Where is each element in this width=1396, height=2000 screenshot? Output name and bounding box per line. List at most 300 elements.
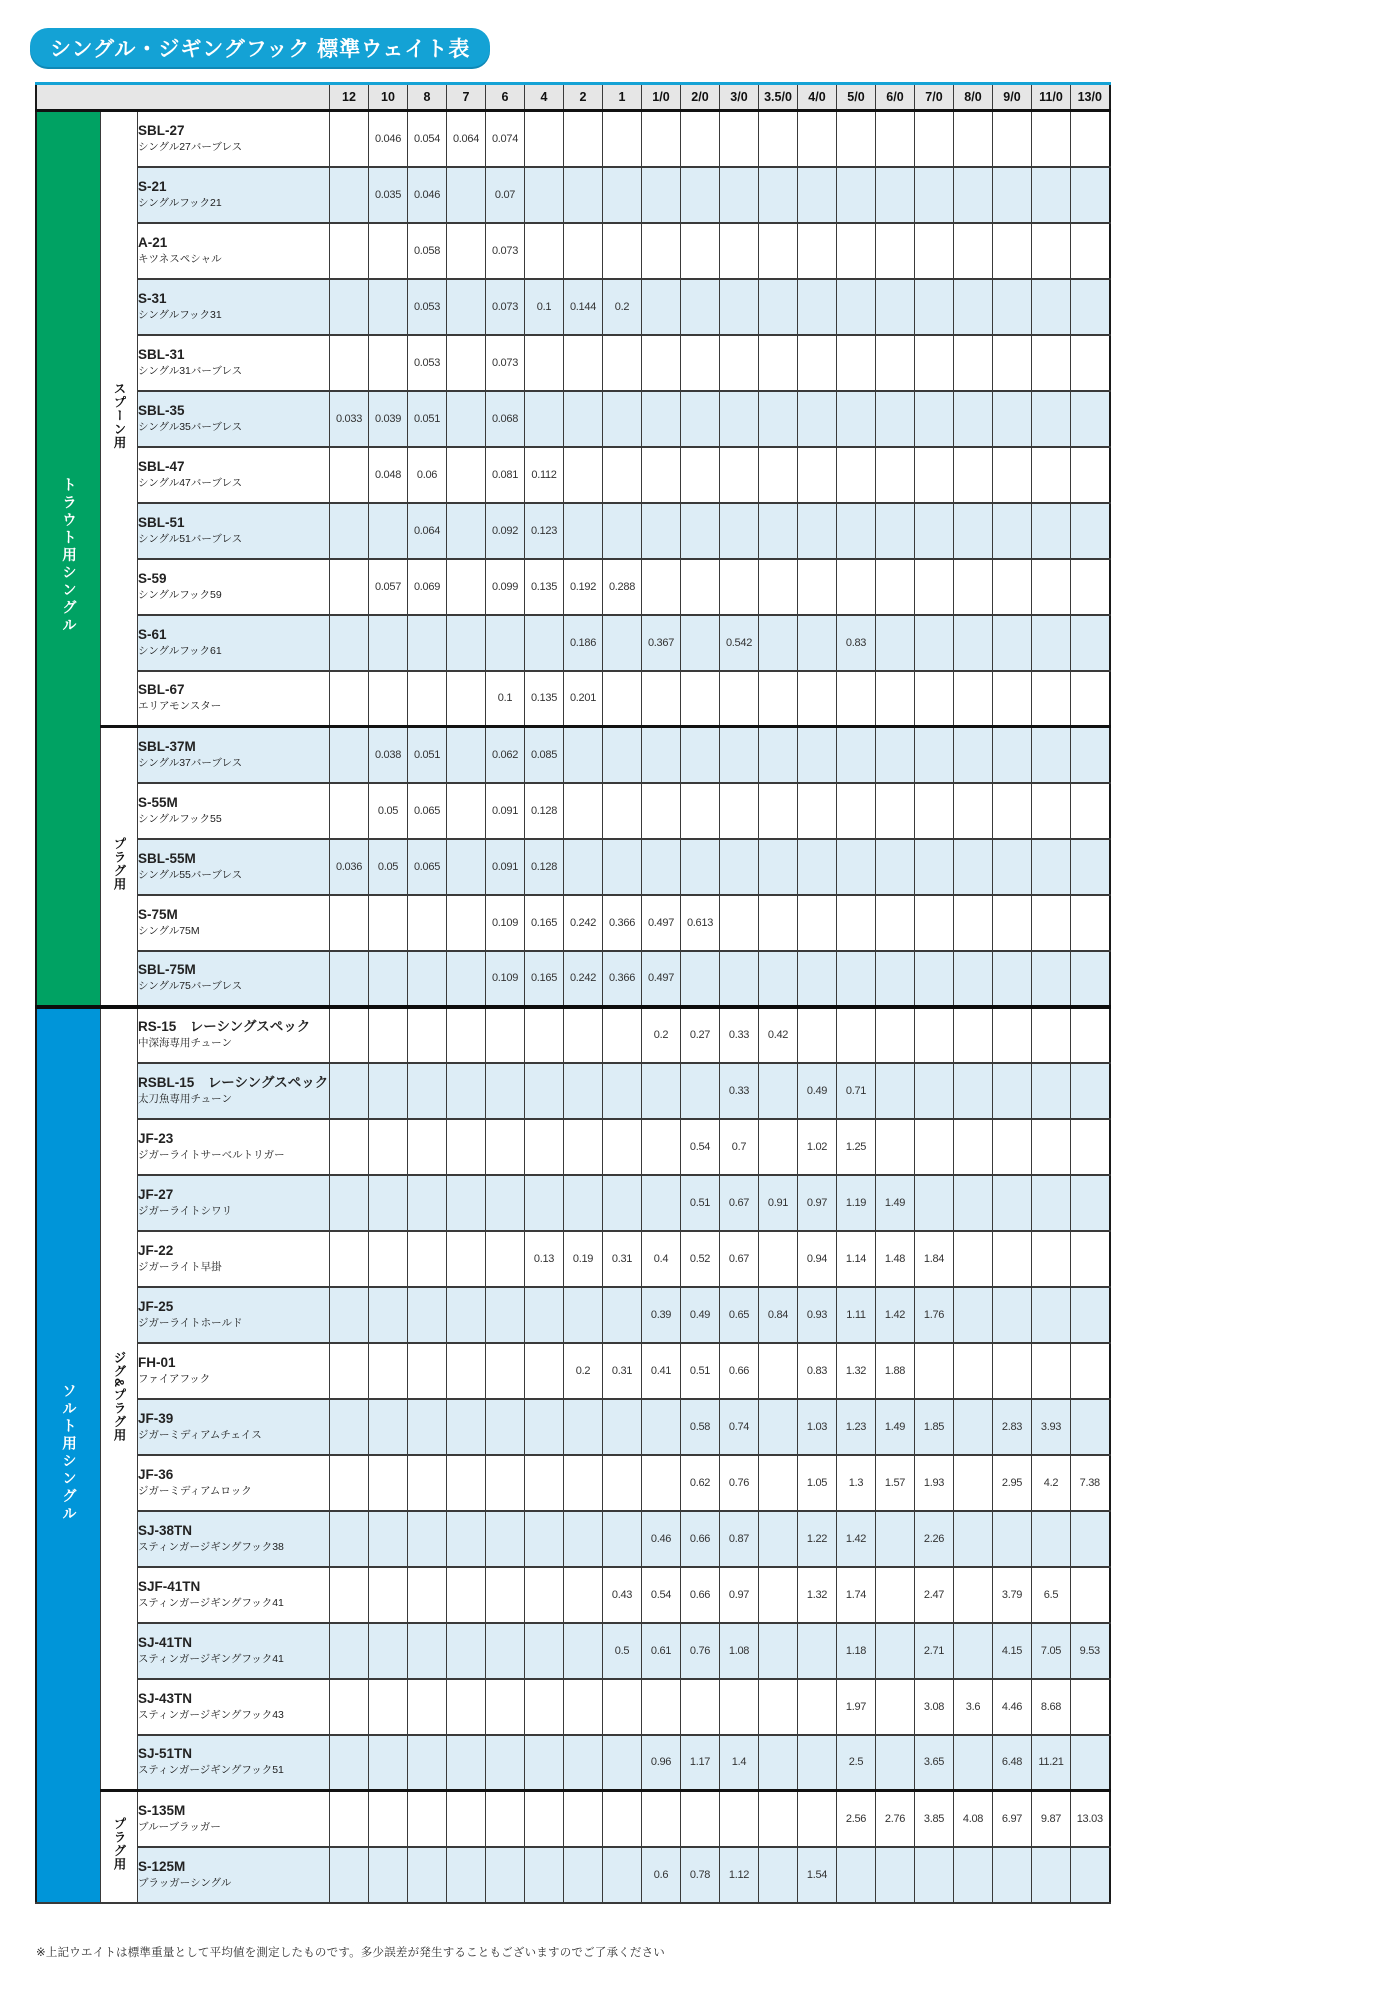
weight-cell — [798, 111, 837, 167]
weight-cell — [642, 727, 681, 783]
weight-cell: 0.51 — [681, 1343, 720, 1399]
weight-cell — [603, 783, 642, 839]
weight-cell — [720, 503, 759, 559]
weight-cell — [603, 1455, 642, 1511]
weight-cell — [369, 1063, 408, 1119]
weight-cell — [564, 1287, 603, 1343]
product-desc: シングル51バーブレス — [138, 532, 243, 545]
weight-cell: 0.66 — [681, 1567, 720, 1623]
product-desc: シングルフック59 — [138, 588, 222, 601]
weight-cell — [993, 1007, 1032, 1063]
weight-cell — [759, 1847, 798, 1903]
weight-cell — [876, 783, 915, 839]
weight-cell — [369, 895, 408, 951]
weight-cell — [954, 1007, 993, 1063]
weight-cell — [642, 391, 681, 447]
weight-cell — [993, 615, 1032, 671]
weight-cell: 3.6 — [954, 1679, 993, 1735]
weight-cell: 0.61 — [642, 1623, 681, 1679]
weight-cell — [915, 1847, 954, 1903]
weight-cell: 0.613 — [681, 895, 720, 951]
weight-cell — [681, 839, 720, 895]
weight-cell — [369, 1623, 408, 1679]
weight-cell — [681, 503, 720, 559]
product-desc: シングル27バーブレス — [138, 140, 243, 153]
weight-cell — [486, 615, 525, 671]
weight-cell — [759, 391, 798, 447]
weight-cell — [603, 1399, 642, 1455]
weight-cell — [759, 223, 798, 279]
weight-cell — [486, 1343, 525, 1399]
weight-cell — [369, 335, 408, 391]
product-code: JF-23 — [138, 1130, 174, 1146]
weight-cell — [954, 279, 993, 335]
weight-cell — [876, 335, 915, 391]
product-desc: シングルフック61 — [138, 644, 222, 657]
weight-cell — [1071, 391, 1110, 447]
weight-cell — [408, 1119, 447, 1175]
weight-cell — [954, 1511, 993, 1567]
weight-cell — [993, 1063, 1032, 1119]
weight-cell — [564, 1567, 603, 1623]
weight-cell — [330, 1119, 369, 1175]
weight-cell — [681, 951, 720, 1007]
product-code: SBL-55M — [138, 850, 196, 866]
weight-cell: 3.85 — [915, 1791, 954, 1847]
product-name-cell — [138, 1567, 330, 1623]
weight-cell — [759, 895, 798, 951]
weight-cell: 0.242 — [564, 951, 603, 1007]
weight-cell: 0.128 — [525, 783, 564, 839]
product-name-cell — [138, 783, 330, 839]
product-code: JF-27 — [138, 1186, 174, 1202]
table-row — [36, 1791, 1110, 1847]
weight-cell — [603, 1175, 642, 1231]
weight-cell — [447, 1007, 486, 1063]
weight-cell — [954, 1399, 993, 1455]
weight-cell — [330, 671, 369, 727]
weight-cell — [525, 391, 564, 447]
weight-cell — [369, 1119, 408, 1175]
weight-cell — [876, 1847, 915, 1903]
weight-cell: 0.83 — [837, 615, 876, 671]
weight-cell — [603, 111, 642, 167]
column-header-7: 7 — [447, 84, 486, 111]
weight-cell — [837, 503, 876, 559]
weight-cell: 4.2 — [1032, 1455, 1071, 1511]
weight-cell: 0.46 — [642, 1511, 681, 1567]
weight-cell: 0.039 — [369, 391, 408, 447]
product-code: SBL-27 — [138, 122, 185, 138]
weight-cell — [369, 615, 408, 671]
weight-cell — [993, 167, 1032, 223]
weight-cell: 0.31 — [603, 1343, 642, 1399]
weight-cell — [915, 727, 954, 783]
weight-cell: 4.46 — [993, 1679, 1032, 1735]
weight-cell — [1071, 111, 1110, 167]
weight-cell — [759, 279, 798, 335]
weight-cell — [1071, 727, 1110, 783]
weight-cell: 0.035 — [369, 167, 408, 223]
weight-cell — [603, 839, 642, 895]
weight-cell — [330, 727, 369, 783]
product-name-cell — [138, 223, 330, 279]
weight-cell — [837, 1847, 876, 1903]
weight-cell — [837, 1007, 876, 1063]
weight-cell — [837, 447, 876, 503]
column-header-9/0: 9/0 — [993, 84, 1032, 111]
weight-cell — [798, 1735, 837, 1791]
weight-cell: 0.41 — [642, 1343, 681, 1399]
weight-cell — [486, 1399, 525, 1455]
table-row — [36, 615, 1110, 671]
weight-cell — [993, 1343, 1032, 1399]
header-row — [36, 84, 1110, 111]
weight-cell — [876, 111, 915, 167]
weight-cell — [1071, 1399, 1110, 1455]
weight-cell — [720, 1791, 759, 1847]
weight-cell: 0.069 — [408, 559, 447, 615]
weight-cell — [525, 1455, 564, 1511]
weight-cell: 2.5 — [837, 1735, 876, 1791]
weight-cell — [369, 1847, 408, 1903]
weight-cell — [447, 1679, 486, 1735]
weight-cell — [1032, 167, 1071, 223]
weight-cell — [525, 1287, 564, 1343]
weight-cell: 1.76 — [915, 1287, 954, 1343]
weight-cell — [798, 839, 837, 895]
weight-cell — [876, 447, 915, 503]
weight-cell — [408, 1511, 447, 1567]
weight-cell — [447, 1343, 486, 1399]
weight-cell — [1071, 1343, 1110, 1399]
weight-cell — [525, 1343, 564, 1399]
weight-cell: 0.036 — [330, 839, 369, 895]
weight-cell — [759, 951, 798, 1007]
weight-cell: 0.67 — [720, 1175, 759, 1231]
weight-cell — [603, 671, 642, 727]
weight-cell — [759, 503, 798, 559]
weight-table — [35, 82, 1111, 1904]
weight-cell — [486, 1735, 525, 1791]
weight-cell — [525, 111, 564, 167]
weight-cell — [1032, 447, 1071, 503]
weight-cell — [369, 1343, 408, 1399]
weight-cell — [603, 1791, 642, 1847]
product-desc: シングル37バーブレス — [138, 756, 243, 769]
weight-cell — [564, 1175, 603, 1231]
weight-cell — [1071, 335, 1110, 391]
product-desc: ジガーライトホールド — [138, 1316, 243, 1329]
weight-cell — [447, 279, 486, 335]
weight-cell: 0.54 — [642, 1567, 681, 1623]
weight-cell — [330, 1567, 369, 1623]
weight-cell — [369, 671, 408, 727]
product-code: SBL-51 — [138, 514, 185, 530]
weight-cell — [525, 1623, 564, 1679]
weight-cell — [681, 391, 720, 447]
category-band-label: トラウト用シングル — [60, 477, 76, 635]
weight-cell — [954, 447, 993, 503]
weight-cell — [408, 615, 447, 671]
weight-cell — [330, 1231, 369, 1287]
weight-cell — [408, 1679, 447, 1735]
weight-cell — [564, 1735, 603, 1791]
weight-cell — [681, 671, 720, 727]
product-name-cell — [138, 839, 330, 895]
weight-cell: 0.081 — [486, 447, 525, 503]
product-name-cell — [138, 1679, 330, 1735]
weight-cell — [681, 447, 720, 503]
weight-cell — [915, 839, 954, 895]
weight-cell: 0.367 — [642, 615, 681, 671]
product-desc: ジガーライトサーベルトリガー — [138, 1148, 285, 1161]
weight-cell — [798, 503, 837, 559]
weight-cell — [915, 111, 954, 167]
weight-cell — [447, 1287, 486, 1343]
weight-cell — [525, 335, 564, 391]
weight-cell — [408, 1847, 447, 1903]
product-desc: スティンガージギングフック41 — [138, 1652, 284, 1665]
column-header-8/0: 8/0 — [954, 84, 993, 111]
weight-cell — [876, 1735, 915, 1791]
weight-cell — [408, 1343, 447, 1399]
weight-cell — [564, 1399, 603, 1455]
weight-cell: 0.542 — [720, 615, 759, 671]
subcategory-label-cell — [101, 1007, 138, 1791]
weight-cell: 0.52 — [681, 1231, 720, 1287]
weight-cell — [759, 447, 798, 503]
weight-cell — [1071, 167, 1110, 223]
weight-cell — [915, 1343, 954, 1399]
weight-cell — [603, 1847, 642, 1903]
subcategory-label: スプーン用 — [112, 382, 126, 450]
weight-cell — [408, 1063, 447, 1119]
column-header-1: 1 — [603, 84, 642, 111]
weight-cell — [1071, 1287, 1110, 1343]
weight-cell — [525, 1119, 564, 1175]
weight-cell — [1071, 615, 1110, 671]
weight-cell — [720, 559, 759, 615]
weight-cell — [369, 951, 408, 1007]
weight-cell — [993, 783, 1032, 839]
weight-cell — [720, 167, 759, 223]
weight-cell: 6.5 — [1032, 1567, 1071, 1623]
column-header-2: 2 — [564, 84, 603, 111]
weight-cell — [603, 1735, 642, 1791]
product-desc: スティンガージギングフック41 — [138, 1596, 284, 1609]
weight-cell: 1.49 — [876, 1175, 915, 1231]
weight-cell — [720, 895, 759, 951]
weight-cell: 3.08 — [915, 1679, 954, 1735]
weight-cell: 0.135 — [525, 559, 564, 615]
weight-cell — [681, 335, 720, 391]
weight-cell — [564, 447, 603, 503]
weight-cell: 1.19 — [837, 1175, 876, 1231]
weight-cell — [993, 1231, 1032, 1287]
weight-cell — [993, 447, 1032, 503]
weight-cell: 1.84 — [915, 1231, 954, 1287]
weight-cell — [1032, 671, 1071, 727]
weight-cell — [681, 1791, 720, 1847]
weight-cell — [408, 1399, 447, 1455]
weight-cell — [330, 1679, 369, 1735]
weight-cell — [369, 1007, 408, 1063]
product-code: S-125M — [138, 1858, 186, 1874]
weight-cell — [993, 895, 1032, 951]
weight-cell: 0.073 — [486, 279, 525, 335]
weight-cell — [603, 335, 642, 391]
weight-cell: 1.03 — [798, 1399, 837, 1455]
weight-cell — [798, 167, 837, 223]
weight-cell: 0.83 — [798, 1343, 837, 1399]
weight-cell: 0.76 — [720, 1455, 759, 1511]
weight-cell — [603, 503, 642, 559]
weight-cell — [525, 223, 564, 279]
weight-cell — [1071, 1231, 1110, 1287]
weight-cell — [408, 1287, 447, 1343]
product-desc: スティンガージギングフック51 — [138, 1764, 284, 1777]
weight-cell: 0.073 — [486, 223, 525, 279]
table-row — [36, 279, 1110, 335]
weight-cell — [876, 727, 915, 783]
weight-cell: 2.26 — [915, 1511, 954, 1567]
weight-cell: 0.42 — [759, 1007, 798, 1063]
weight-cell — [330, 1847, 369, 1903]
weight-cell — [720, 391, 759, 447]
weight-cell — [1032, 1847, 1071, 1903]
weight-cell — [408, 1735, 447, 1791]
product-code: S-135M — [138, 1802, 186, 1818]
weight-cell — [915, 503, 954, 559]
product-desc: ジガーライト早掛 — [138, 1260, 222, 1273]
product-code: SBL-37M — [138, 738, 196, 754]
weight-cell — [1032, 1511, 1071, 1567]
weight-cell — [993, 111, 1032, 167]
weight-cell — [564, 1511, 603, 1567]
weight-cell — [1032, 951, 1071, 1007]
weight-cell — [642, 839, 681, 895]
weight-cell: 0.49 — [681, 1287, 720, 1343]
product-desc: ブラッガーシングル — [138, 1876, 232, 1889]
weight-cell — [954, 167, 993, 223]
weight-cell: 0.5 — [603, 1623, 642, 1679]
weight-cell — [993, 839, 1032, 895]
weight-cell: 1.4 — [720, 1735, 759, 1791]
weight-cell — [876, 1679, 915, 1735]
weight-cell: 0.71 — [837, 1063, 876, 1119]
weight-cell — [954, 1231, 993, 1287]
weight-cell — [447, 223, 486, 279]
weight-cell: 2.83 — [993, 1399, 1032, 1455]
category-band — [36, 1007, 101, 1903]
product-name-cell — [138, 167, 330, 223]
weight-cell — [369, 1735, 408, 1791]
table-row — [36, 1399, 1110, 1455]
weight-cell — [330, 447, 369, 503]
weight-cell — [954, 223, 993, 279]
weight-cell — [330, 335, 369, 391]
weight-cell: 0.2 — [603, 279, 642, 335]
product-name-cell — [138, 1175, 330, 1231]
weight-cell — [330, 895, 369, 951]
weight-cell — [798, 895, 837, 951]
weight-cell — [876, 223, 915, 279]
weight-cell — [876, 503, 915, 559]
weight-cell — [720, 111, 759, 167]
weight-cell: 0.1 — [486, 671, 525, 727]
table-row — [36, 1567, 1110, 1623]
product-desc: ファイアフック — [138, 1372, 211, 1385]
weight-cell — [915, 615, 954, 671]
weight-cell: 0.54 — [681, 1119, 720, 1175]
weight-cell — [876, 1119, 915, 1175]
weight-cell: 0.128 — [525, 839, 564, 895]
weight-cell — [1032, 1175, 1071, 1231]
weight-cell — [1071, 1511, 1110, 1567]
weight-cell — [720, 279, 759, 335]
weight-cell — [369, 1399, 408, 1455]
weight-cell — [681, 1063, 720, 1119]
weight-cell: 0.046 — [369, 111, 408, 167]
product-desc: シングル47バーブレス — [138, 476, 243, 489]
weight-cell — [1032, 839, 1071, 895]
product-name-cell — [138, 727, 330, 783]
weight-cell — [759, 1511, 798, 1567]
weight-cell — [1071, 783, 1110, 839]
weight-cell: 0.033 — [330, 391, 369, 447]
weight-cell — [447, 727, 486, 783]
weight-cell — [954, 1847, 993, 1903]
weight-cell: 0.165 — [525, 951, 564, 1007]
product-desc: スティンガージギングフック43 — [138, 1708, 284, 1721]
weight-cell — [993, 671, 1032, 727]
product-desc: シングルフック31 — [138, 308, 222, 321]
product-code: S-59 — [138, 570, 167, 586]
weight-cell: 9.53 — [1071, 1623, 1110, 1679]
weight-cell — [603, 615, 642, 671]
weight-cell — [1032, 503, 1071, 559]
weight-cell: 0.66 — [681, 1511, 720, 1567]
product-name-cell — [138, 447, 330, 503]
product-code: SBL-75M — [138, 962, 196, 978]
weight-cell — [1032, 1343, 1071, 1399]
weight-cell: 7.05 — [1032, 1623, 1071, 1679]
weight-cell — [642, 1119, 681, 1175]
weight-cell — [525, 1175, 564, 1231]
weight-cell: 1.02 — [798, 1119, 837, 1175]
weight-cell — [1032, 783, 1071, 839]
weight-cell — [564, 503, 603, 559]
product-desc: スティンガージギングフック38 — [138, 1540, 284, 1553]
weight-cell — [759, 1343, 798, 1399]
weight-cell: 1.23 — [837, 1399, 876, 1455]
weight-cell — [330, 615, 369, 671]
weight-cell: 7.38 — [1071, 1455, 1110, 1511]
product-name-cell — [138, 1623, 330, 1679]
weight-cell — [330, 951, 369, 1007]
weight-cell — [759, 1455, 798, 1511]
weight-cell: 3.93 — [1032, 1399, 1071, 1455]
weight-cell — [681, 111, 720, 167]
weight-cell — [1071, 1007, 1110, 1063]
weight-cell — [486, 1567, 525, 1623]
weight-cell — [564, 727, 603, 783]
weight-cell: 1.54 — [798, 1847, 837, 1903]
weight-cell — [954, 1119, 993, 1175]
weight-cell — [915, 671, 954, 727]
weight-cell — [837, 279, 876, 335]
